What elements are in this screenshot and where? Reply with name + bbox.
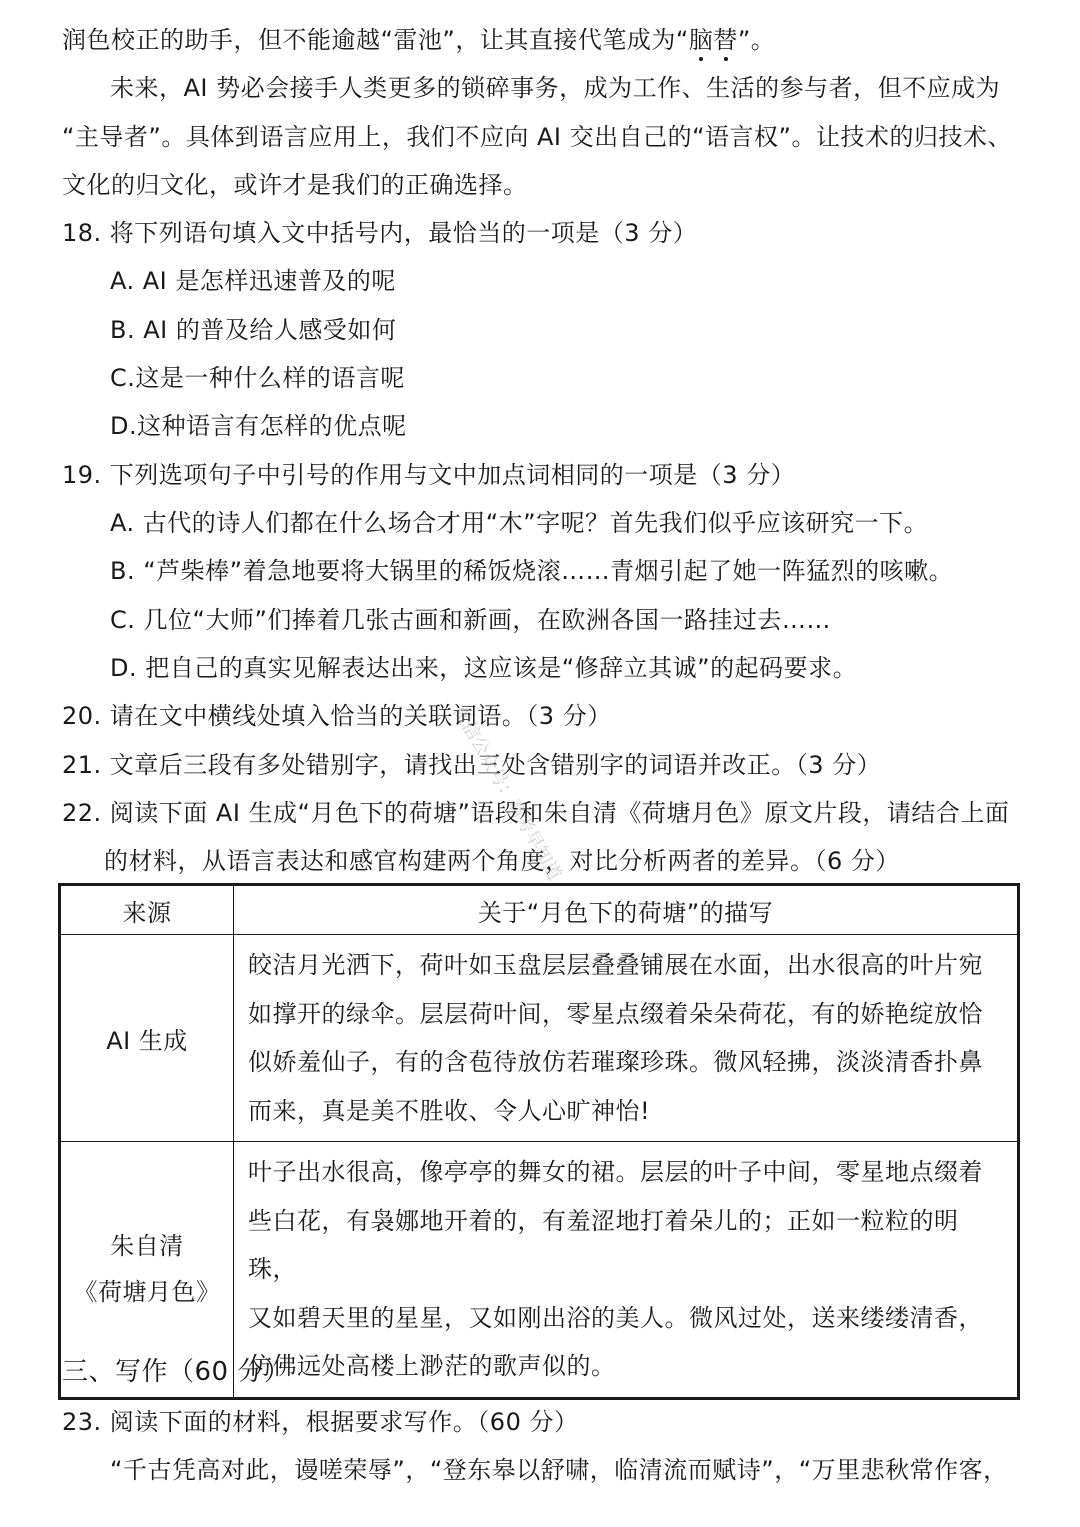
option-d: D.这种语言有怎样的优点呢 [110, 412, 407, 440]
paragraph-line [62, 24, 775, 56]
emphasis-dotted-char: 替 [713, 26, 738, 54]
description-line: 叶子出水很高，像亭亭的舞女的裙。层层的叶子中间，零星地点缀着 [248, 1158, 983, 1186]
question-21: 21. 文章后三段有多处错别字，请找出三处含错别字的词语并改正。（3 分） [62, 751, 882, 779]
section-title: 三、写作（60 分） [62, 1357, 291, 1387]
paragraph-text: 润色校正的助手，但不能逾越“雷池”，让其直接代笔成为“ [62, 26, 689, 54]
material-line: “千古凭高对此，谩嗟荣辱”，“登东皋以舒啸，临清流而赋诗”，“万里悲秋常作客， [110, 1456, 1008, 1484]
question-20: 20. 请在文中横线处填入恰当的关联词语。（3 分） [62, 702, 612, 730]
source-label: AI 生成 [106, 1026, 188, 1055]
header-source: 来源 [60, 885, 234, 935]
description-line: 而来，真是美不胜收、令人心旷神怡! [248, 1096, 651, 1125]
header-description: 关于“月色下的荷塘”的描写 [234, 885, 1019, 935]
option-b: B. “芦柴棒”着急地要将大锅里的稀饭烧滚……青烟引起了她一阵猛烈的咳嗽。 [110, 557, 954, 585]
source-cell [60, 935, 234, 1142]
paragraph-line: 文化的归文化，或许才是我们的正确选择。 [62, 171, 528, 199]
question-23: 23. 阅读下面的材料，根据要求写作。（60 分） [62, 1408, 579, 1436]
source-label: 朱自清 [110, 1232, 184, 1261]
question-22-line: 22. 阅读下面 AI 生成“月色下的荷塘”语段和朱自清《荷塘月色》原文片段，请结合上面 [62, 799, 1010, 827]
paragraph-line: “主导者”。具体到语言应用上，我们不应向 AI 交出自己的“语言权”。让技术的归技术、 [62, 123, 1012, 151]
description-line: 些白花，有袅娜地开着的，有羞涩地打着朵儿的；正如一粒粒的明珠， [248, 1206, 959, 1283]
paragraph-text: ”。 [737, 26, 776, 54]
option-a: A. 古代的诗人们都在什么场合才用“木”字呢？首先我们似乎应该研究一下。 [110, 509, 929, 537]
option-c: C. 几位“大师”们捧着几张古画和新画，在欧洲各国一路挂过去…… [110, 606, 831, 634]
option-c: C.这是一种什么样的语言呢 [110, 364, 405, 392]
table-row [60, 935, 1019, 1142]
description-cell [234, 935, 1019, 1142]
paragraph-line: 未来，AI 势必会接手人类更多的锁碎事务，成为工作、生活的参与者，但不应成为 [110, 74, 1001, 102]
question-18-stem: 18. 将下列语句填入文中括号内，最恰当的一项是（3 分） [62, 219, 698, 247]
description-line: 似娇羞仙子，有的含苞待放仿若璀璨珍珠。微风轻拂，淡淡清香扑鼻 [248, 1048, 983, 1076]
option-d: D. 把自己的真实见解表达出来，这应该是“修辞立其诚”的起码要求。 [110, 654, 858, 682]
question-19-stem: 19. 下列选项句子中引号的作用与文中加点词相同的一项是（3 分） [62, 461, 796, 489]
description-line: 仿佛远处高楼上渺茫的歌声似的。 [248, 1352, 616, 1380]
description-line: 如撑开的绿伞。层层荷叶间，零星点缀着朵朵荷花，有的娇艳绽放恰 [248, 999, 983, 1028]
description-line: 皎洁月光洒下，荷叶如玉盘层层叠叠铺展在水面，出水很高的叶片宛 [248, 951, 983, 979]
option-a: A. AI 是怎样迅速普及的呢 [110, 267, 396, 295]
table-header-row [60, 885, 1019, 935]
description-line: 又如碧天里的星星，又如刚出浴的美人。微风过处，送来缕缕清香， [248, 1303, 983, 1332]
question-22-line: 的材料，从语言表达和感官构建两个角度，对比分析两者的差异。（6 分） [104, 847, 900, 875]
watermark: 微信公众号：高考早知道 [448, 702, 566, 884]
source-title: 《荷塘月色》 [73, 1278, 221, 1307]
option-b: B. AI 的普及给人感受如何 [110, 316, 397, 344]
description-cell [234, 1142, 1019, 1399]
emphasis-dotted-char: 脑 [688, 26, 714, 54]
comparison-table [58, 883, 1020, 1400]
